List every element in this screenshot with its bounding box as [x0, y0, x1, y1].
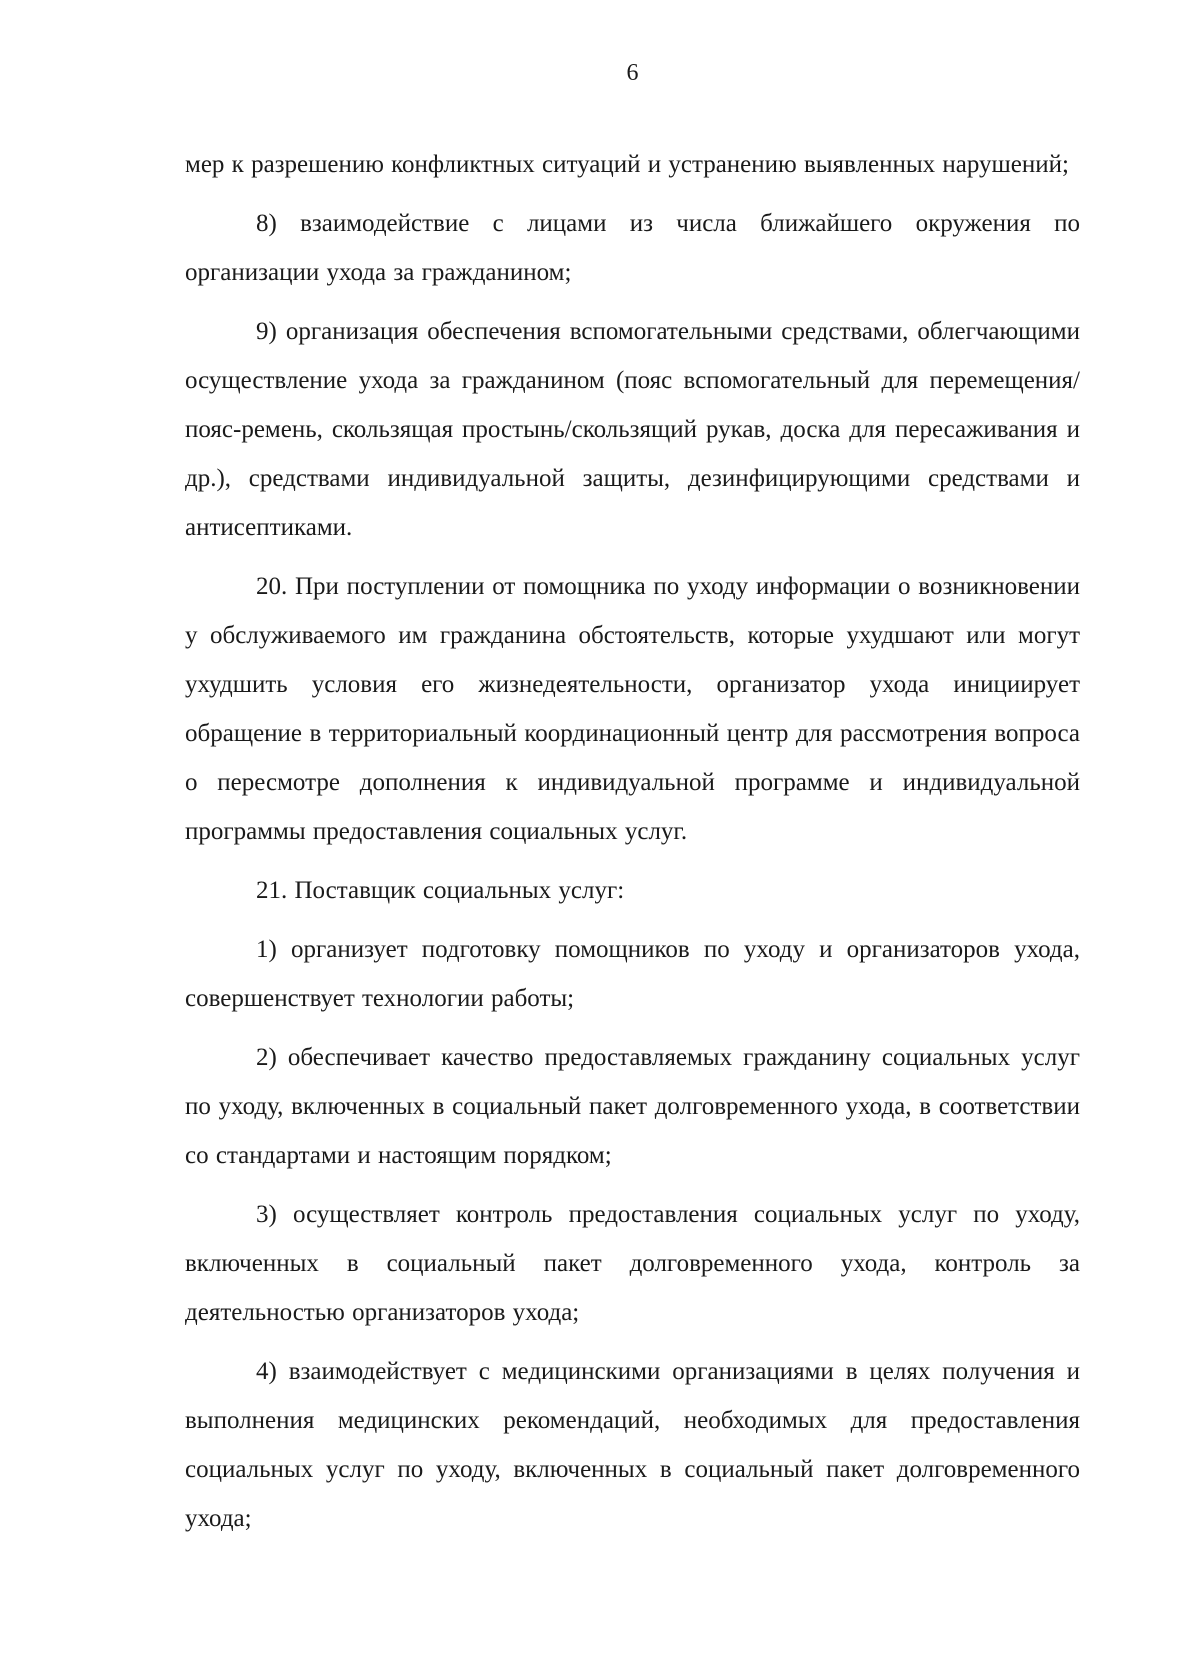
document-body: [185, 140, 1080, 1553]
page-number: 6: [626, 60, 639, 86]
paragraph-clause-21: 21. Поставщик социальных услуг:: [256, 877, 625, 904]
paragraph-continuation: мер к разрешению конфликтных ситуаций и устранению выявленных нарушений;: [185, 151, 1069, 178]
paragraph-item-3: 3) осуществляет контроль предоставления социальных услуг по уходу, включенных в социальный пакет долговременного ухода, контроль за деятельностью организаторов ухода;: [185, 1201, 1080, 1326]
paragraph-item-8: 8) взаимодействие с лицами из числа ближайшего окружения по организации ухода за гражданином;: [185, 210, 1080, 286]
paragraph-clause-20: 20. При поступлении от помощника по уходу информации о возникновении у обслуживаемого им гражданина обстоятельств, которые ухудшают или могут ухудшить условия его жизнедеятельности, организатор ухода инициирует обращение в территориальный координационный центр для рассмотрения вопроса о пересмотре дополнения к индивидуальной программе и индивидуальной программы предоставления социальных услуг.: [185, 573, 1080, 845]
paragraph-item-1: 1) организует подготовку помощников по уходу и организаторов ухода, совершенствует технологии работы;: [185, 936, 1080, 1012]
paragraph-item-2: 2) обеспечивает качество предоставляемых гражданину социальных услуг по уходу, включенных в социальный пакет долговременного ухода, в соответствии со стандартами и настоящим порядком;: [185, 1044, 1080, 1169]
paragraph-item-9: 9) организация обеспечения вспомогательными средствами, облегчающими осуществление ухода за гражданином (пояс вспомогательный для перемещения/пояс-ремень, скользящая простынь/скользящий рукав, доска для пересаживания и др.), средствами индивидуальной защиты, дезинфицирующими средствами и антисептиками.: [185, 318, 1080, 541]
paragraph-item-4: 4) взаимодействует с медицинскими организациями в целях получения и выполнения медицинских рекомендаций, необходимых для предоставления социальных услуг по уходу, включенных в социальный пакет долговременного ухода;: [185, 1358, 1080, 1532]
